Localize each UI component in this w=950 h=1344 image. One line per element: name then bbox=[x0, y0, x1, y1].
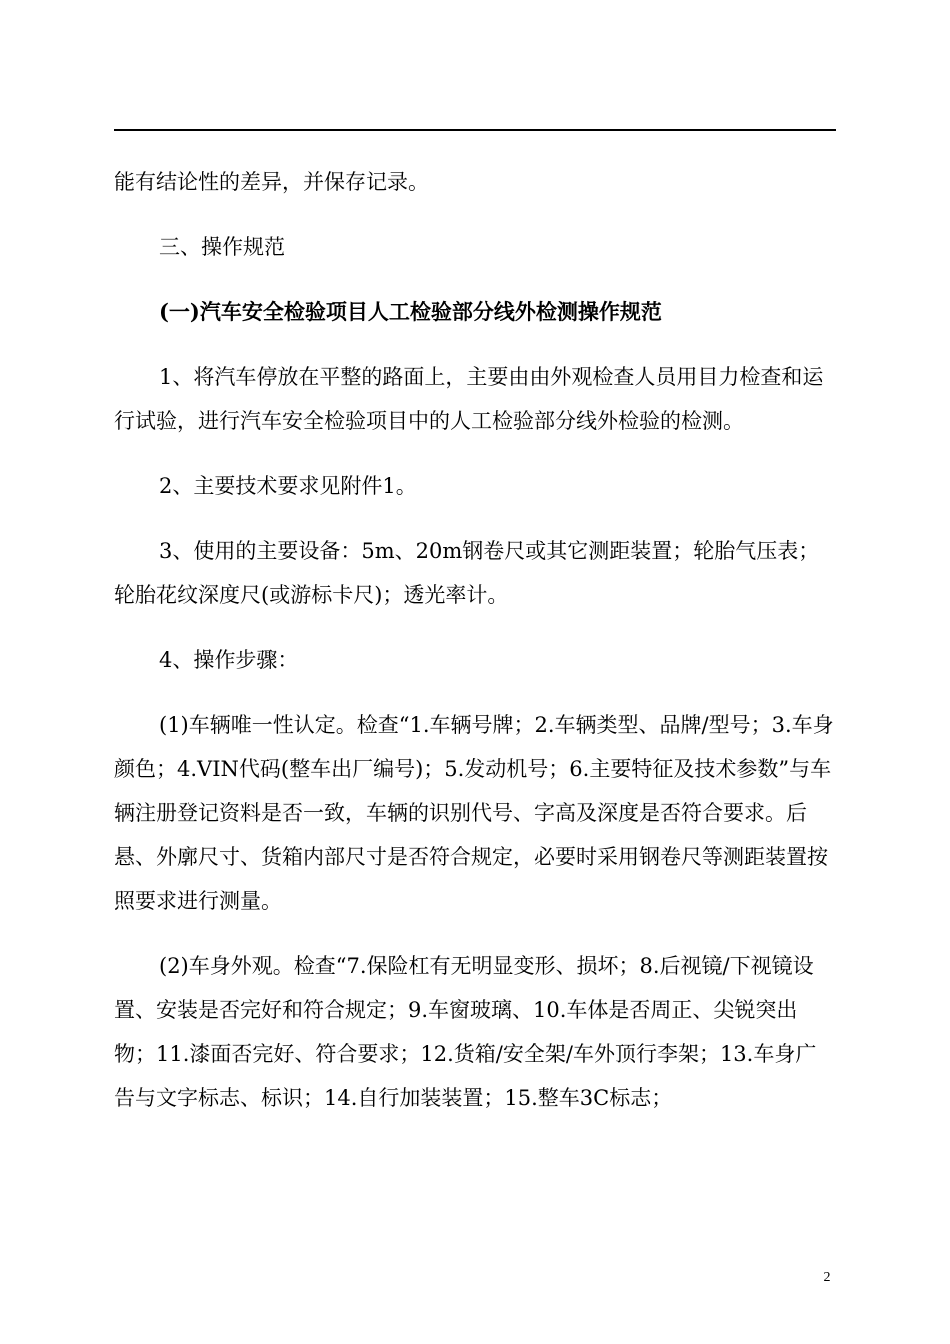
paragraph-item-4: 4、操作步骤： bbox=[159, 648, 299, 672]
section-heading: 三、操作规范 bbox=[159, 235, 285, 259]
document-body bbox=[114, 160, 836, 1141]
header-rule bbox=[114, 129, 836, 131]
paragraph-step-2: (2)车身外观。检查“7.保险杠有无明显变形、损坏；8.后视镜/下视镜设置、安装是否完好和符合规定；9.车窗玻璃、10.车体是否周正、尖锐突出物；11.漆面否完好、符合要求；12.货箱/安全架/车外顶行李架；13.车身广告与文字标志、标识；14.自行加装装置；15.整车3C标志； bbox=[114, 954, 817, 1110]
paragraph-item-3: 3、使用的主要设备：5m、20m钢卷尺或其它测距装置；轮胎气压表；轮胎花纹深度尺(或游标卡尺)；透光率计。 bbox=[114, 539, 820, 607]
paragraph-item-2: 2、主要技术要求见附件1。 bbox=[159, 474, 417, 498]
paragraph-continuation: 能有结论性的差异，并保存记录。 bbox=[114, 170, 429, 194]
paragraph-step-1: (1)车辆唯一性认定。检查“1.车辆号牌；2.车辆类型、品牌/型号；3.车身颜色；4.VIN代码(整车出厂编号)；5.发动机号；6.主要特征及技术参数”与车辆注册登记资料是否一致，车辆的识别代号、字高及深度是否符合要求。后悬、外廓尺寸、货箱内部尺寸是否符合规定，必要时采用钢卷尺等测距装置按照要求进行测量。 bbox=[114, 713, 834, 913]
subsection-heading: (一)汽车安全检验项目人工检验部分线外检测操作规范 bbox=[159, 299, 662, 324]
paragraph-item-1: 1、将汽车停放在平整的路面上，主要由由外观检查人员用目力检查和运行试验，进行汽车安全检验项目中的人工检验部分线外检验的检测。 bbox=[114, 365, 824, 433]
page-number: 2 bbox=[823, 1270, 831, 1285]
